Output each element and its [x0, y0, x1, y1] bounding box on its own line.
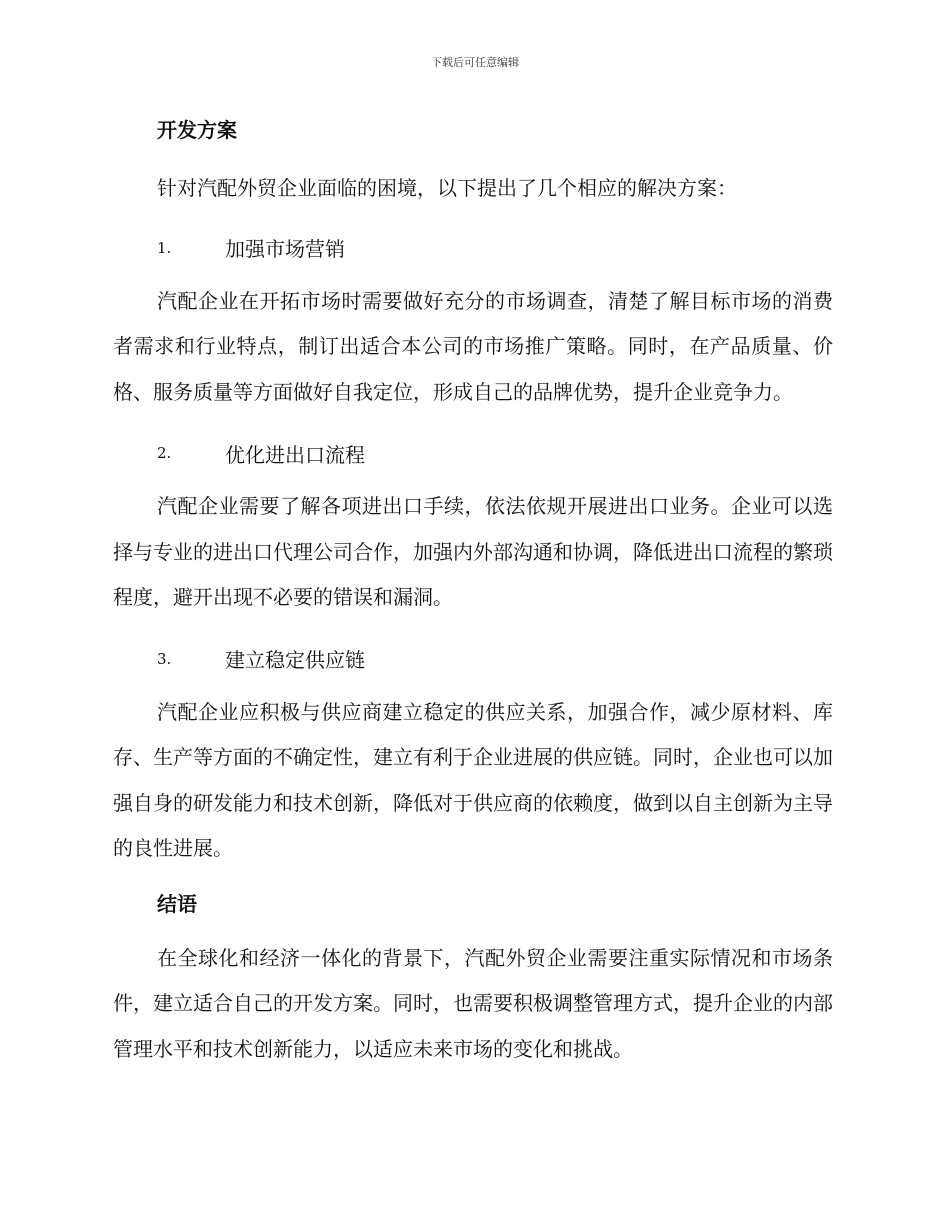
list-number: 2.	[157, 444, 172, 462]
section-title-conclusion: 结语	[157, 891, 197, 916]
list-number: 3.	[157, 649, 172, 668]
document-body	[113, 112, 833, 1072]
list-item-2-heading	[157, 435, 833, 471]
header-note: 下载后可任意编辑	[431, 56, 519, 69]
list-title: 优化进出口流程	[225, 442, 365, 467]
list-title: 建立稳定供应链	[225, 648, 365, 672]
list-item-2-body: 汽配企业需要了解各项进出口手续，依法依规开展进出口业务。企业可以选择与专业的进出口代理公司合作，加强内外部沟通和协调，降低进出口流程的繁琐程度，避开出现不必要的错误和漏洞。	[113, 494, 833, 609]
list-number: 1.	[157, 238, 172, 257]
list-item-1-body: 汽配企业在开拓市场时需要做好充分的市场调查，清楚了解目标市场的消费者需求和行业特点，制订出适合本公司的市场推广策略。同时，在产品质量、价格、服务质量等方面做好自我定位，形成自己的品牌优势，提升企业竞争力。	[113, 288, 833, 404]
list-item-1-heading	[157, 230, 833, 266]
list-item-3-body: 汽配企业应积极与供应商建立稳定的供应关系，加强合作，减少原材料、库存、生产等方面的不确定性，建立有利于企业进展的供应链。同时，企业也可以加强自身的研发能力和技术创新，降低对于供应商的依赖度，做到以自主创新为主导的良性进展。	[113, 699, 833, 860]
list-item-3-heading	[157, 641, 833, 677]
section-title-development-plan: 开发方案	[157, 118, 237, 142]
intro-paragraph: 针对汽配外贸企业面临的困境，以下提出了几个相应的解决方案：	[157, 176, 737, 200]
conclusion-paragraph: 在全球化和经济一体化的背景下，汽配外贸企业需要注重实际情况和市场条件，建立适合自己的开发方案。同时，也需要积极调整管理方式，提升企业的内部管理水平和技术创新能力，以适应未来市场的变化和挑战。	[113, 945, 833, 1061]
list-title: 加强市场营销	[225, 237, 345, 261]
